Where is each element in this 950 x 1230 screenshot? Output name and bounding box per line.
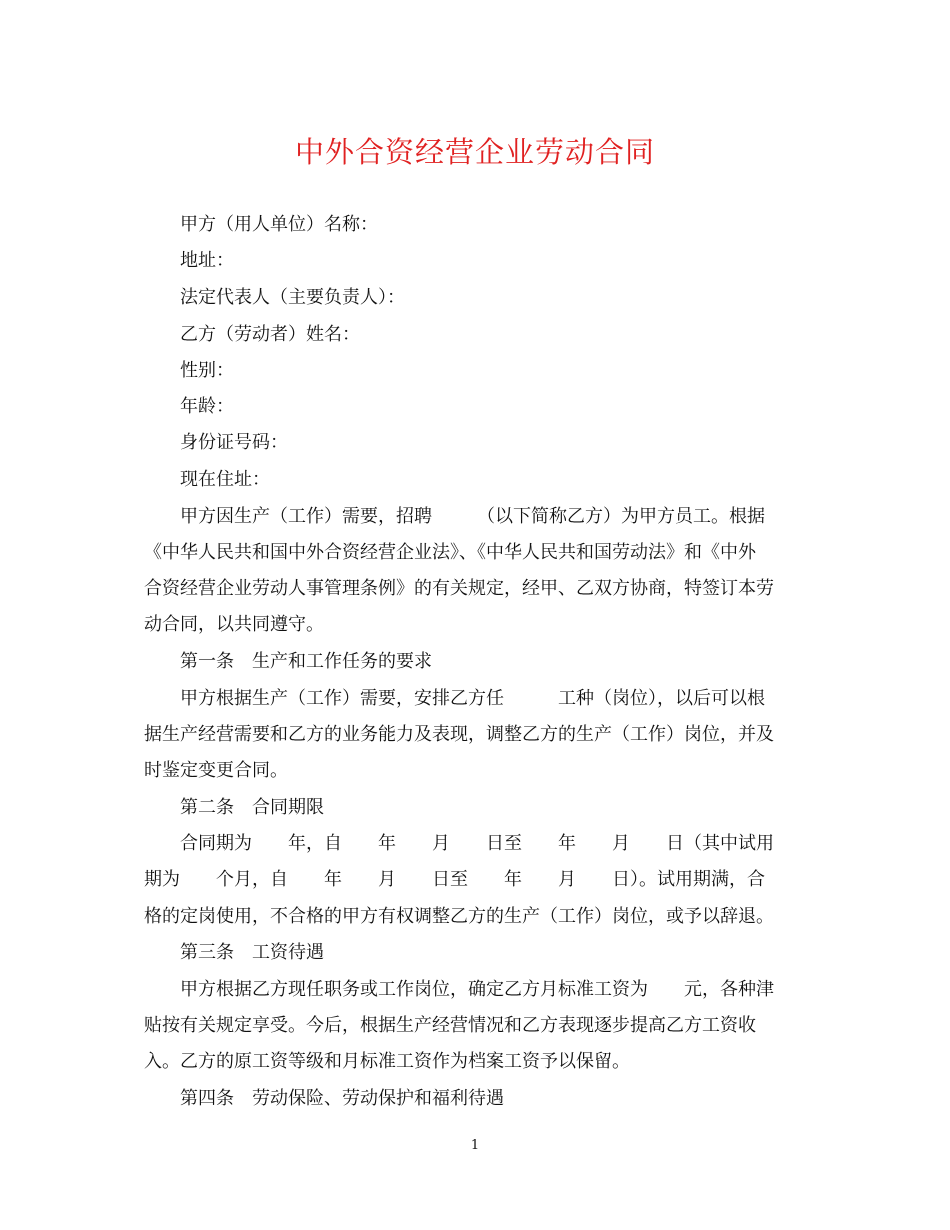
current-address-line: 现在住址： bbox=[180, 469, 270, 490]
article-1-heading: 第一条 生产和工作任务的要求 bbox=[180, 651, 432, 672]
preamble-line-3: 合资经营企业劳动人事管理条例》的有关规定，经甲、乙双方协商，特签订本劳 bbox=[144, 578, 774, 599]
article-3-line-2: 贴按有关规定享受。今后，根据生产经营情况和乙方表现逐步提高乙方工资收 bbox=[144, 1015, 756, 1036]
article-3-line-1: 甲方根据乙方现任职务或工作岗位，确定乙方月标准工资为 元，各种津 bbox=[180, 979, 774, 1000]
article-3-line-3: 入。乙方的原工资等级和月标准工资作为档案工资予以保留。 bbox=[144, 1051, 630, 1072]
document-title: 中外合资经营企业劳动合同 bbox=[294, 135, 655, 169]
article-2-heading: 第二条 合同期限 bbox=[180, 797, 324, 818]
article-4-heading: 第四条 劳动保险、劳动保护和福利待遇 bbox=[180, 1088, 504, 1109]
legal-representative-line: 法定代表人（主要负责人）： bbox=[180, 287, 405, 308]
preamble-line-4: 动合同，以共同遵守。 bbox=[144, 614, 324, 635]
article-2-line-2: 期为 个月，自 年 月 日至 年 月 日）。试用期满，合 bbox=[144, 869, 765, 890]
preamble-line-2: 《中华人民共和国中外合资经营企业法》、《中华人民共和国劳动法》和《中外 bbox=[144, 542, 756, 563]
article-1-line-2: 据生产经营需要和乙方的业务能力及表现，调整乙方的生产（工作）岗位，并及 bbox=[144, 724, 774, 745]
article-1-line-3: 时鉴定变更合同。 bbox=[144, 760, 288, 781]
article-2-line-1: 合同期为 年，自 年 月 日至 年 月 日（其中试用 bbox=[180, 833, 774, 854]
party-a-name-line: 甲方（用人单位）名称： bbox=[180, 214, 378, 235]
age-line: 年龄： bbox=[180, 396, 234, 417]
gender-line: 性别： bbox=[180, 360, 234, 381]
article-2-line-3: 格的定岗使用，不合格的甲方有权调整乙方的生产（工作）岗位，或予以辞退。 bbox=[144, 906, 774, 927]
id-number-line: 身份证号码： bbox=[180, 432, 288, 453]
preamble-line-1: 甲方因生产（工作）需要，招聘 （以下简称乙方）为甲方员工。根据 bbox=[180, 506, 765, 527]
article-1-line-1: 甲方根据生产（工作）需要，安排乙方任 工种（岗位），以后可以根 bbox=[180, 688, 765, 709]
page-number: 1 bbox=[470, 1138, 480, 1153]
party-a-address-line: 地址： bbox=[180, 250, 234, 271]
article-3-heading: 第三条 工资待遇 bbox=[180, 942, 324, 963]
party-b-name-line: 乙方（劳动者）姓名： bbox=[180, 324, 360, 345]
